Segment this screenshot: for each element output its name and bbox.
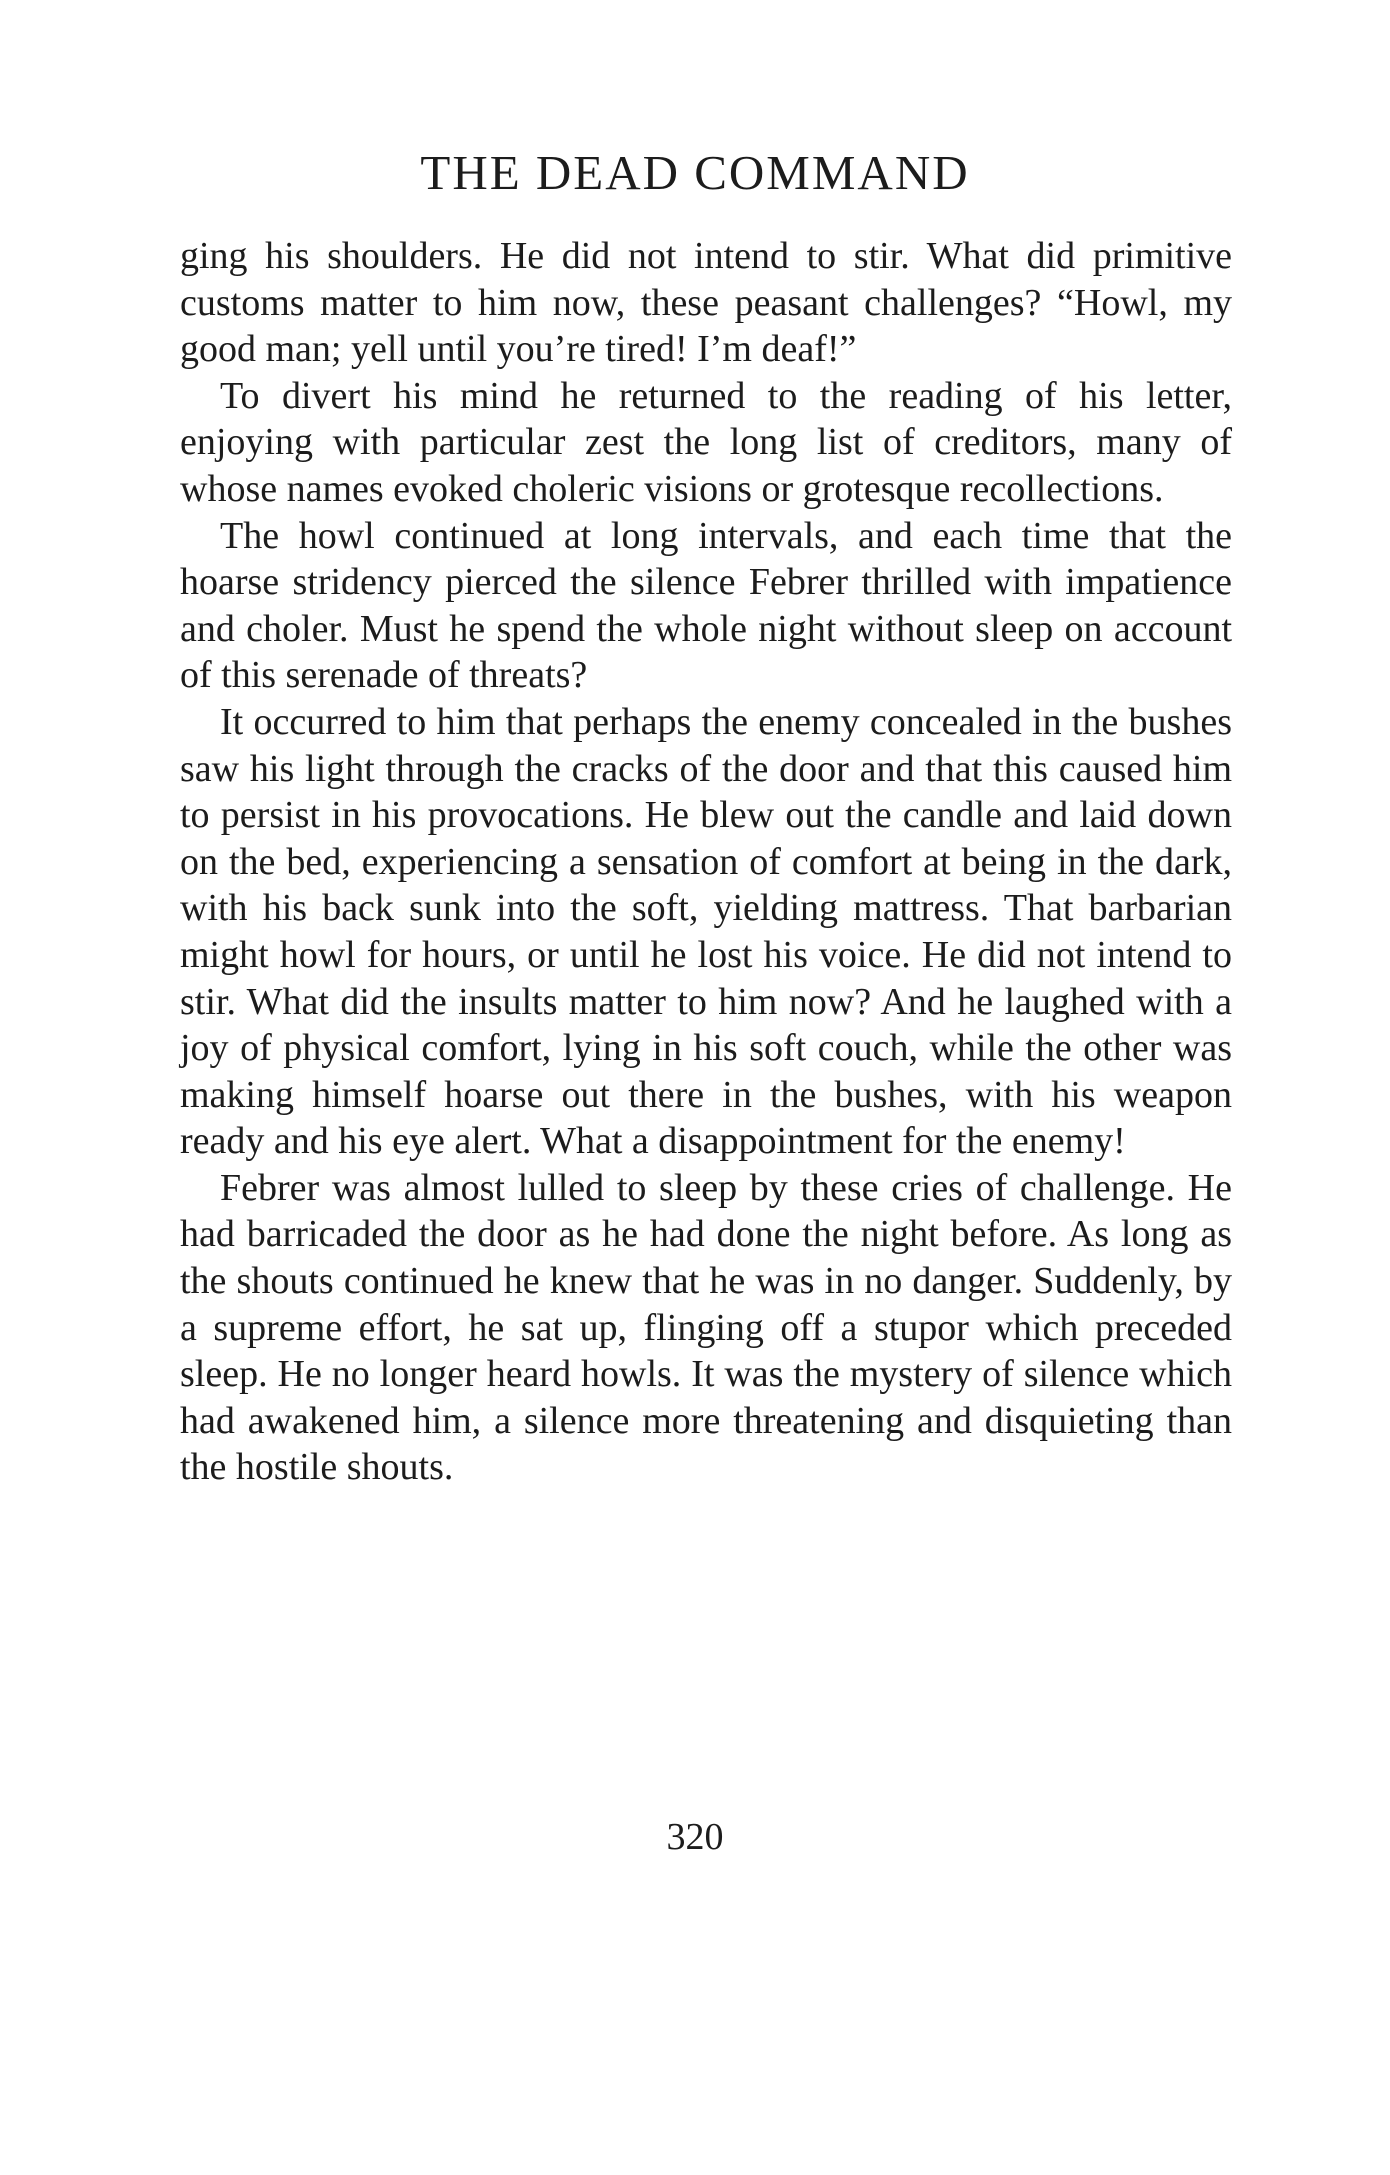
paragraph-1: ging his shoulders. He did not intend to stir. What did primitive customs matter to him now, these peasant challenges? “Howl, my good man; yell until you’re tired! I’m deaf!” [180, 235, 1232, 371]
paragraph-5: Febrer was almost lulled to sleep by these cries of challenge. He had barricaded the door as he had done the night before. As long as the shouts continued he knew that he was in no danger. Suddenly, by a supreme effort, he sat up, flinging off a stupor which preceded sleep. He no longer heard howls. It was the mystery of silence which had awakened him, a silence more threatening and disquieting than the hostile shouts. [180, 1166, 1232, 1489]
body-text [180, 233, 1232, 1491]
running-head: THE DEAD COMMAND [420, 145, 970, 200]
paragraph-3: The howl continued at long intervals, and each time that the hoarse stridency pierced the silence Febrer thrilled with impatience and choler. Must he spend the whole night without sleep on account of this serenade of threats? [180, 514, 1232, 697]
paragraph-2: To divert his mind he returned to the reading of his letter, enjoying with particular zest the long list of creditors, many of whose names evoked choleric visions or grotesque recollections. [180, 374, 1232, 510]
page-number: 320 [666, 1816, 724, 1858]
paragraph-4: It occurred to him that perhaps the enemy concealed in the bushes saw his light through the cracks of the door and that this caused him to persist in his provocations. He blew out the candle and laid down on the bed, experiencing a sensation of comfort at being in the dark, with his back sunk into the soft, yielding mattress. That barbarian might howl for hours, or until he lost his voice. He did not intend to stir. What did the insults matter to him now? And he laughed with a joy of physical comfort, lying in his soft couch, while the other was making himself hoarse out there in the bushes, with his weapon ready and his eye alert. What a disappointment for the enemy! [180, 700, 1232, 1163]
